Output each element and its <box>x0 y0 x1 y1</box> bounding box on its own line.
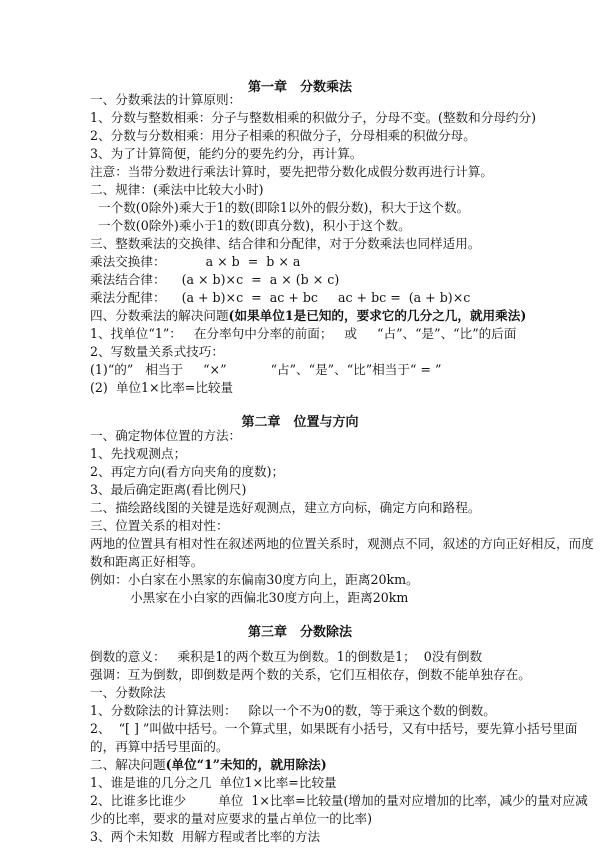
section-label: 二、解决问题 <box>90 757 166 772</box>
text-line: 1、分数与整数相乘：分子与整数相乘的积做分子，分母不变。(整数和分母约分) <box>90 110 537 125</box>
formula-line: 乘法交换律： a × b = b × a <box>90 254 301 269</box>
text-line <box>90 307 526 325</box>
text-line: (1)“的” 相当于 “×” “占”、“是”、“比”相当于“ = ” <box>90 362 442 377</box>
text-line: 1、先找观测点； <box>90 446 187 461</box>
text-line: 三、整数乘法的交换律、结合律和分配律，对于分数乘法也同样适用。 <box>90 236 481 251</box>
text-line: 强调：互为倒数，即倒数是两个数的关系，它们互相依存，倒数不能单独存在。 <box>90 667 531 682</box>
chapter-3-title: 第三章 分数除法 <box>247 625 352 640</box>
text-line <box>90 756 327 774</box>
formula-line: 乘法分配律： (a + b)×c = ac + bc ac + bc = (a + b)×c <box>90 290 471 305</box>
text-line: 1、谁是谁的几分之几 单位1×比率=比较量 <box>90 775 337 790</box>
text-line: 二、规律：(乘法中比较大小时) <box>90 182 264 197</box>
text-line: 倒数的意义： 乘积是1的两个数互为倒数。1的倒数是1； 0没有倒数 <box>90 649 483 664</box>
chapter-2-title: 第二章 位置与方向 <box>241 415 359 430</box>
bold-note: (如果单位1是已知的，要求它的几分之几，就用乘法) <box>228 308 527 323</box>
text-line: 数和距离正好相等。 <box>90 554 204 569</box>
text-line: 小黑家在小白家的西偏北30度方向上，距离20km <box>90 590 409 605</box>
text-line: 一个数(0除外)乘大于1的数(即除1以外的假分数)，积大于这个数。 <box>90 200 470 215</box>
text-line: 3、两个未知数 用解方程或者比率的方法 <box>90 829 321 844</box>
section-label: 四、分数乘法的解决问题 <box>90 308 229 323</box>
text-line: 1、分数除法的计算法则： 除以一个不为0的数，等于乘这个数的倒数。 <box>90 703 496 718</box>
text-line: 一、分数乘法的计算原则： <box>90 92 242 107</box>
text-line: 二、描绘路线图的关键是选好观测点，建立方向标，确定方向和路程。 <box>90 500 481 515</box>
chapter-1-title: 第一章 分数乘法 <box>247 80 352 95</box>
formula-line: 乘法结合律： (a × b)×c = a × (b × c) <box>90 272 340 287</box>
text-line: 2、比谁多比谁少 单位 1×比率=比较量(增加的量对应增加的比率，减少的量对应减 <box>90 793 588 808</box>
text-line: 一、确定物体位置的方法： <box>90 428 242 443</box>
text-line: 2、再定方向(看方向夹角的度数)； <box>90 464 285 479</box>
bold-note: (单位“1”未知的，就用除法) <box>165 757 327 772</box>
text-line: 两地的位置具有相对性在叙述两地的位置关系时，观测点不同，叙述的方向正好相反，而度 <box>90 536 594 551</box>
text-line: 少的比率，要求的量对应要求的量占单位一的比率) <box>90 811 372 826</box>
text-line: 例如：小白家在小黑家的东偏南30度方向上，距离20km。 <box>90 572 419 587</box>
text-line: 一、分数除法 <box>90 685 166 700</box>
text-line: 3、为了计算简便，能约分的要先约分，再计算。 <box>90 146 363 161</box>
text-line: 注意：当带分数进行乘法计算时，要先把带分数化成假分数再进行计算。 <box>90 164 493 179</box>
text-line: 1、找单位“1”： 在分率句中分率的前面； 或 “占”、“是”、“比”的后面 <box>90 326 517 341</box>
text-line: (2) 单位1×比率=比较量 <box>90 380 234 395</box>
text-line: 的，再算中括号里面的。 <box>90 739 229 754</box>
text-line: 2、 “[ ] ”叫做中括号。一个算式里，如果既有小括号，又有中括号，要先算小括号里面 <box>90 721 578 736</box>
text-line: 2、分数与分数相乘：用分子相乘的积做分子，分母相乘的积做分母。 <box>90 128 476 143</box>
text-line: 三、位置关系的相对性： <box>90 518 229 533</box>
text-line: 2、写数量关系式技巧： <box>90 344 224 359</box>
text-line: 3、最后确定距离(看比例尺) <box>90 482 247 497</box>
text-line: 一个数(0除外)乘小于1的数(即真分数)，积小于这个数。 <box>90 218 411 233</box>
